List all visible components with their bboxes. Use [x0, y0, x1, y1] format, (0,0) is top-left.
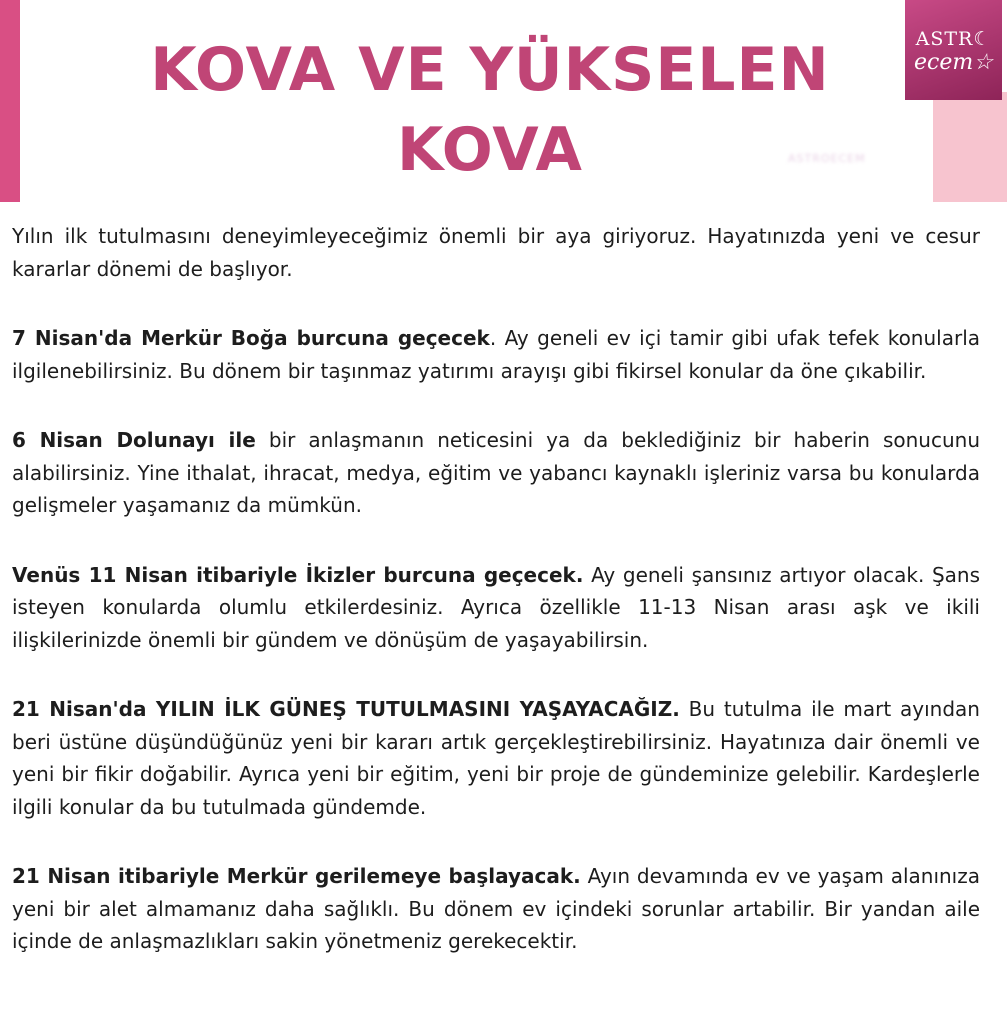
paragraph-text: Yılın ilk tutulmasını deneyimleyeceğimiz önemli bir aya giriyoruz. Hayatınızda yeni ve cesur kararlar dönemi de başlıyor.: [12, 224, 980, 281]
paragraph-heading: 21 Nisan itibariyle Merkür gerilemeye başlayacak.: [12, 864, 581, 888]
paragraph-text: bir anlaşmanın neticesini ya da beklediğiniz bir haberin sonucunu alabilirsiniz. Yine ithalat, ihracat, medya, eğitim ve yabancı kaynaklı işleriniz varsa bu konularda gelişmeler yaşamanız da mümkün.: [12, 428, 980, 517]
paragraph-mercury-taurus: [12, 322, 980, 387]
paragraph-heading: Venüs 11 Nisan itibariyle İkizler burcuna geçecek.: [12, 562, 584, 587]
title-line-2: KOVA: [397, 115, 583, 185]
horoscope-content: [12, 220, 980, 995]
paragraph-text: Bu tutulma ile mart ayından beri üstüne düşündüğünüz yeni bir kararı artık gerçekleştirebilirsiniz. Hayatınıza dair önemli ve yeni bir fikir doğabilir. Ayrıca yeni bir eğitim, yeni bir proje de gündeminize gelebilir. Kardeşlerle ilgili konular da bu tutulmada gündemde.: [12, 697, 980, 819]
paragraph-text: Ayın devamında ev ve yaşam alanınıza yeni bir alet almamanız daha sağlıklı. Bu dönem ev içindeki sorunlar artabilir. Bir yandan aile içinde de anlaşmazlıkları sakin yönetmeniz gerekecektir.: [12, 864, 980, 953]
paragraph-intro: [12, 220, 980, 285]
right-accent-bar: [933, 92, 1007, 202]
paragraph-solar-eclipse: [12, 693, 980, 823]
paragraph-text: Ay geneli şansınız artıyor olacak. Şans isteyen konularda olumlu etkilerdesiniz. Ayrıca özellikle 11-13 Nisan arası aşk ve ikili ilişkilerinizde önemli bir gündem ve dönüşüm de yaşayabilirsin.: [12, 562, 980, 652]
paragraph-mercury-retrograde: [12, 860, 980, 958]
title-line-1: KOVA VE YÜKSELEN: [150, 35, 830, 105]
page-title: [40, 30, 940, 190]
paragraph-text: . Ay geneli ev içi tamir gibi ufak tefek konularla ilgilenebilirsiniz. Bu dönem bir taşınmaz yatırımı arayışı gibi fikirsel konular da öne çıkabilir.: [12, 326, 981, 383]
logo-top-text: ASTR☾: [915, 28, 992, 50]
watermark: ASTROECEM: [788, 152, 866, 165]
paragraph-full-moon: [12, 424, 980, 522]
left-accent-bar: [0, 0, 20, 202]
paragraph-heading: 6 Nisan Dolunayı ile: [12, 428, 256, 452]
paragraph-heading: 7 Nisan'da Merkür Boğa burcuna geçecek: [12, 326, 490, 350]
paragraph-venus-gemini: [12, 559, 980, 657]
logo-bottom-text: ecem☆: [914, 50, 993, 75]
paragraph-heading: 21 Nisan'da YILIN İLK GÜNEŞ TUTULMASINI YAŞAYACAĞIZ.: [12, 697, 680, 721]
